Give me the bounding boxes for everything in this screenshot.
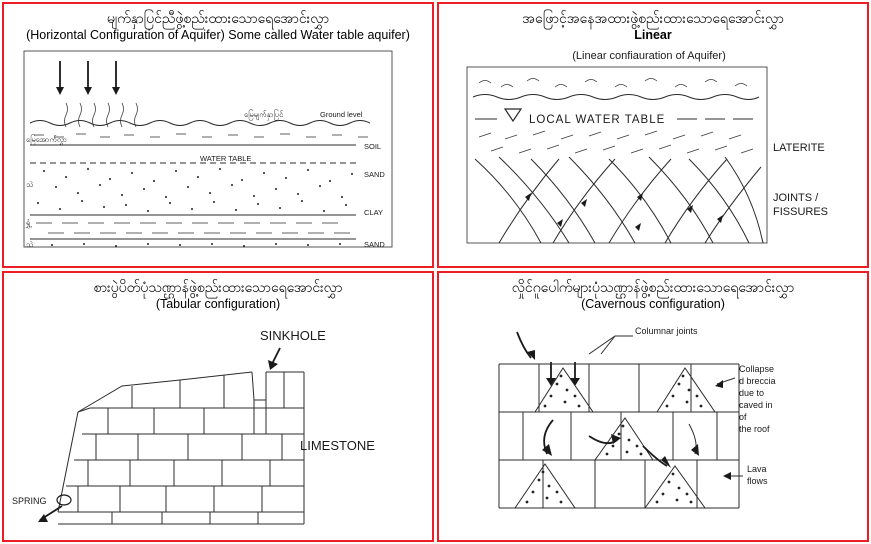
collapse-label-2: d breccia [739,376,776,387]
recharge-arrows [517,332,580,386]
figure-linear-aquifer [439,47,867,252]
breccia-mound-4 [515,464,575,508]
sand-side-label-1: သဲ [26,180,34,190]
collapse-label-5: of [739,412,747,423]
quadrant-titles [439,4,867,43]
sand-stipple-1 [37,168,353,212]
lava-label-1: Lava [747,464,767,475]
infiltration-squiggles [65,103,138,127]
quadrant-titles [4,273,432,312]
collapse-label-1: Collapse [739,364,775,375]
collapse-arrowhead [715,380,723,388]
limestone-label: LIMESTONE [300,438,375,454]
title-english: (Cavernous configuration) [581,296,725,311]
title-english-paren: (Linear confiauration of Aquifer) [572,50,726,63]
subsurface-label-my: မြေအောက်လွှာ [26,135,67,145]
title-english: (Tabular configuration) [155,296,281,311]
sand-side-label-2: သဲ [26,240,34,250]
ground-level-label-my: မြေမျက်နှာပြင် [244,110,284,120]
title-myanmar: စားပွဲပိတ်ပုံသဏ္ဌာန်ဖွဲ့စည်းထားသောရေအောင်းလွှာ [93,279,343,295]
horizontal-aquifer-svg [4,47,424,252]
figure-horizontal-aquifer [4,47,432,252]
water-table-triangle [505,109,521,121]
quadrant-titles [439,273,867,312]
columnar-joints-label: Columnar joints [635,326,698,337]
quadrant-titles [4,4,432,43]
breccia-mound-3 [595,418,653,460]
ground-surface-line [473,95,759,100]
quadrant-tabular-aquifer [2,271,434,542]
columnar-joints-leader-2 [601,336,615,354]
breccia-mound-2 [657,368,715,412]
columnar-joints-leader [589,336,633,354]
clay-hatch [36,223,350,233]
title-myanmar: လှိုင်ဂူပေါက်များပုံသဏ္ဌာန်ဖွဲ့စည်းထားသောရေအောင်းလွှာ [511,279,795,295]
spring-opening [57,495,71,505]
sand-label-2: SAND [364,240,385,250]
lava-arrowhead [723,472,731,480]
title-english [439,28,867,44]
figure-tabular-aquifer [4,316,432,528]
breccia-mound-1 [535,368,593,412]
joints-label-line1: JOINTS / [773,192,819,205]
topsoil-hatch [479,79,747,88]
joints-fissures-lines [475,157,763,243]
breccia-mound-5 [645,466,705,508]
limestone-blocks [58,372,304,524]
sinkhole-pointer [272,348,280,364]
sand-stipple-2 [51,243,341,247]
soil-label: SOIL [364,142,382,152]
sinkhole-label: SINKHOLE [260,328,326,344]
lava-label-2: flows [747,476,768,487]
linear-aquifer-svg [439,47,859,252]
joints-label-line2: FISSURES [773,206,829,219]
spring-label: SPRING [12,496,47,507]
sand-label-1: SAND [364,170,385,180]
local-water-table-label: LOCAL WATER TABLE [529,114,666,127]
tabular-aquifer-svg [4,316,428,528]
title-english-bold: Linear [634,27,672,42]
quadrant-horizontal-aquifer [2,2,434,268]
collapse-label-6: the roof [739,424,770,435]
laterite-label: LATERITE [773,142,825,155]
laterite-hatch [479,131,753,153]
collapse-label-4: caved in [739,400,773,411]
title-myanmar: အဖြောင့်အနေအထားဖွဲ့စည်းထားသောရေအောင်းလွှာ [522,10,784,26]
water-table-label: WATER TABLE [200,154,252,164]
ground-surface-line [30,121,370,126]
title-myanmar: မျက်နှာပြင်ညီဖွဲ့စည်းထားသောရေအောင်းလွှာ [106,10,330,26]
quadrant-linear-aquifer [437,2,869,268]
figure-cavernous-aquifer [439,316,867,528]
collapse-label-3: due to [739,388,765,399]
quadrant-cavernous-aquifer [437,271,869,542]
title-english: (Horizontal Configuration of Aquifer) Some called Water table aquifer) [26,27,410,42]
clay-side-label: ရွှံ့ [26,218,31,228]
clay-label: CLAY [364,208,384,218]
soil-hatch [34,134,368,137]
recharge-arrows [56,61,120,95]
ground-level-label-en: Ground level [320,110,363,120]
cavernous-aquifer-svg [439,316,863,528]
lava-flow-grid [499,364,739,508]
